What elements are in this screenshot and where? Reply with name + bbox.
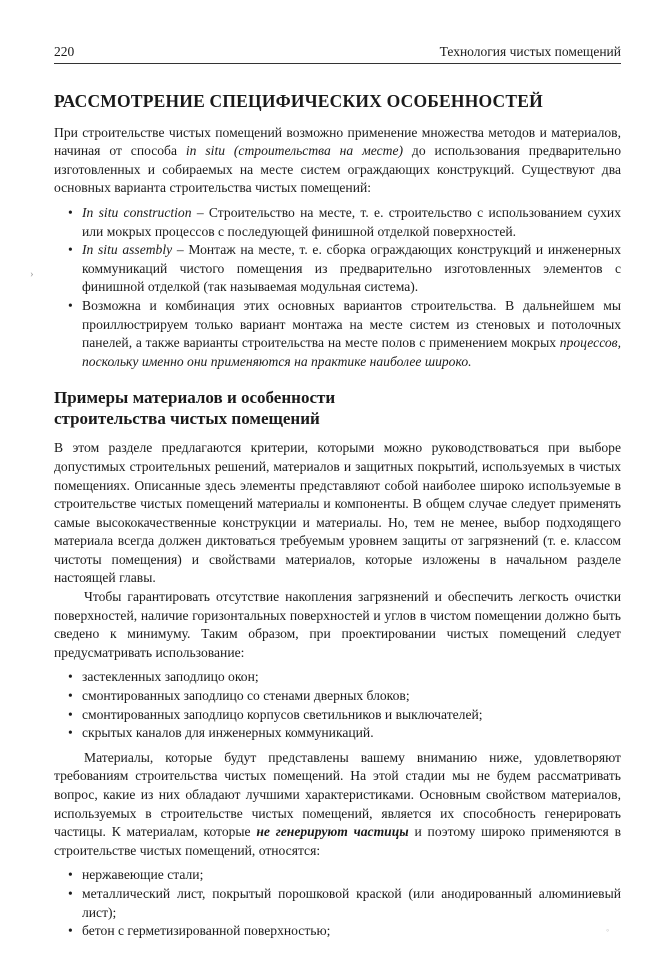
list-item: • In situ construction – Строительство на месте, т. е. строительство с использованием сухих или мокрых процессов с последующей финишной отделкой поверхностей. [68,204,621,241]
list-item: • In situ assembly – Монтаж на месте, т. е. сборка ограждающих конструкций и инженерных коммуникаций чистого помещения из предварительно изготовленных элементов с финишной отделкой (так называемая модульная система). [68,241,621,297]
list-item: • скрытых каналов для инженерных коммуникаций. [68,724,621,743]
section-title: РАССМОТРЕНИЕ СПЕЦИФИЧЕСКИХ ОСОБЕННОСТЕЙ [54,91,543,111]
materials-list [54,866,621,940]
running-title: Технология чистых помещений [439,44,621,59]
criteria-paragraph: В этом разделе предлагаются критерии, которыми можно руководствоваться при выборе допустимых строительных решений, материалов и защитных покрытий, используемых в чистых помещениях. Описанные здесь элементы представляют собой наиболее широко используемые в строительстве чистых помещений материалы и компоненты. В общем случае следует применять самые высококачественные конструкции и материалы. Но, тем не менее, выбор подходящего материала всегда должен диктоваться требуемым уровнем защиты от загрязнений (т. е. классом чистоты помещения) и свойствами материалов, которые изложены в начальном разделе настоящей главы. [54,440,621,586]
cleanliness-paragraph: Чтобы гарантировать отсутствие накопления загрязнений и обеспечить легкость очистки поверхностей, наличие горизонтальных поверхностей и углов в чистом помещении должно быть сведено к минимуму. Таким образом, при проектировании чистых помещений следует предусматривать использование: [54,589,621,660]
margin-mark: › [30,268,34,280]
subsection-title: Примеры материалов и особенности строительства чистых помещений [54,388,336,429]
intro-paragraph: При строительстве чистых помещений возможно применение множества методов и материалов, начиная от способа in situ (строительства на месте) до использования предварительно изготовленных и собираемых на месте систем ограждающих конструкций. Существуют два основных варианта строительства чистых помещений: [54,124,621,196]
scan-speck: ◦ [606,925,610,935]
list-item: • смонтированных заподлицо корпусов светильников и выключателей; [68,706,621,725]
page-header [54,44,621,64]
page-content [54,92,621,947]
list-item: • смонтированных заподлицо со стенами дверных блоков; [68,687,621,706]
list-item: • металлический лист, покрытый порошковой краской (или анодированный алюминиевый лист); [68,885,621,922]
list-item: • Возможна и комбинация этих основных вариантов строительства. В дальнейшем мы проиллюстрируем только вариант монтажа на месте систем из стеновых и потолочных панелей, а также варианты строительства на месте полов с применением мокрых процессов, поскольку именно они применяются на практике наиболее широко. [68,297,621,371]
flush-elements-list [54,668,621,742]
construction-variants-list [54,204,621,371]
page-number: 220 [54,44,75,59]
list-item: • бетон с герметизированной поверхностью; [68,922,621,941]
list-item: • застекленных заподлицо окон; [68,668,621,687]
materials-paragraph: Материалы, которые будут представлены вашему вниманию ниже, удовлетворяют требованиям строительства чистых помещений. На этой стадии мы не будем рассматривать вопрос, какие из них обладают лучшими характеристиками. Основным свойством материалов, используемых в строительстве чистых помещений, является их способность генерировать частицы. К материалам, которые не генерируют частицы и поэтому широко применяются в строительстве чистых помещений, относятся: [54,749,621,858]
list-item: • нержавеющие стали; [68,866,621,885]
